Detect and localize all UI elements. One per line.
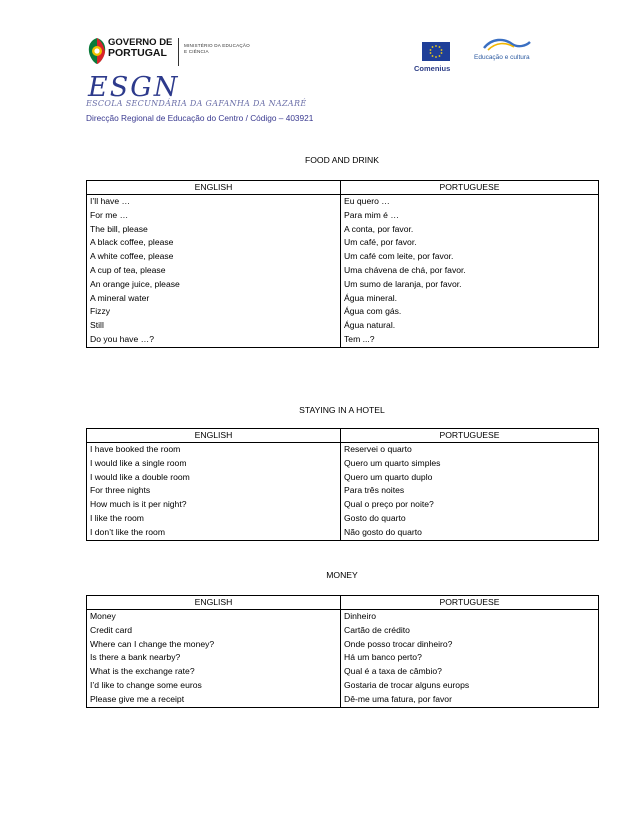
english-phrase: Credit card [90, 624, 133, 635]
table-row [87, 443, 599, 541]
school-header [86, 36, 326, 126]
english-phrase: Where can I change the money? [90, 638, 215, 649]
section-title-hotel: STAYING IN A HOTEL [299, 405, 385, 415]
table-row [87, 610, 599, 708]
table-header-row [87, 596, 599, 610]
portuguese-phrase: Para mim é … [344, 209, 399, 220]
english-phrase: Money [90, 611, 116, 621]
school-logo: ESGN [88, 72, 180, 103]
portuguese-phrase: Água mineral. [344, 292, 398, 303]
portuguese-phrase: Água com gás. [344, 306, 402, 317]
education-culture-logo-icon [482, 36, 532, 52]
money-table [86, 595, 599, 708]
portuguese-phrase: Tem ...? [344, 333, 375, 344]
english-phrase: I would like a single room [90, 457, 187, 468]
english-phrase: A black coffee, please [90, 237, 174, 248]
english-phrases-cell [87, 443, 341, 541]
portuguese-phrase: Dê-me uma fatura, por favor [344, 693, 452, 704]
english-phrase: I would like a double room [90, 471, 190, 482]
eu-logos [414, 36, 554, 86]
english-phrase: Do you have …? [90, 333, 155, 344]
english-phrase: A cup of tea, please [90, 264, 166, 275]
portuguese-phrase: Há um banco perto? [344, 652, 422, 663]
column-header-english: ENGLISH [87, 596, 341, 610]
comenius-label: Comenius [414, 64, 451, 73]
english-phrase: What is the exchange rate? [90, 666, 195, 677]
portugal-emblem-icon [86, 36, 108, 66]
portuguese-phrases-cell [341, 610, 599, 708]
english-phrase: I like the room [90, 512, 144, 523]
english-phrase: For three nights [90, 485, 151, 496]
portuguese-phrase: Onde posso trocar dinheiro? [344, 638, 453, 649]
portuguese-phrase: Água natural. [344, 320, 396, 331]
portuguese-phrase: Uma chávena de chá, por favor. [344, 264, 466, 275]
column-header-english: ENGLISH [87, 429, 341, 443]
portuguese-phrases-cell [341, 195, 599, 348]
portuguese-phrase: Gostaria de trocar alguns europs [344, 679, 470, 690]
ministry-text [184, 43, 250, 55]
english-phrases-cell [87, 610, 341, 708]
eu-flag-icon [422, 42, 450, 61]
column-header-portuguese: PORTUGUESE [341, 596, 599, 610]
gov-line2: PORTUGAL [108, 47, 167, 59]
portuguese-phrase: Um café com leite, por favor. [344, 251, 454, 262]
school-name: ESCOLA SECUNDÁRIA DA GAFANHA DA NAZARÉ [86, 99, 307, 108]
portuguese-phrase: Gosto do quarto [344, 512, 406, 523]
english-phrase: Is there a bank nearby? [90, 652, 181, 663]
table-row [87, 195, 599, 348]
portuguese-phrase: Reservei o quarto [344, 444, 412, 454]
portuguese-phrase: Um sumo de laranja, por favor. [344, 278, 462, 289]
logo-divider [178, 38, 179, 66]
table-header-row [87, 181, 599, 195]
food-drink-table [86, 180, 599, 348]
ministry-line2: E CIÊNCIA [184, 49, 209, 54]
english-phrase: The bill, please [90, 223, 148, 234]
english-phrase: I’d like to change some euros [90, 679, 202, 690]
portuguese-phrase: Qual é a taxa de câmbio? [344, 666, 442, 677]
english-phrase: Please give me a receipt [90, 693, 185, 704]
portuguese-phrase: A conta, por favor. [344, 223, 414, 234]
english-phrase: I’ll have … [90, 196, 131, 206]
portuguese-phrase: Dinheiro [344, 611, 377, 621]
column-header-portuguese: PORTUGUESE [341, 181, 599, 195]
english-phrase: A mineral water [90, 292, 150, 303]
section-title-money: MONEY [326, 570, 358, 580]
regional-directorate: Direcção Regional de Educação do Centro / Código – 403921 [86, 113, 314, 123]
portuguese-phrase: Para três noites [344, 485, 405, 496]
table-header-row [87, 429, 599, 443]
gov-line1: GOVERNO DE [108, 37, 173, 48]
hotel-table [86, 428, 599, 541]
english-phrase: A white coffee, please [90, 251, 174, 262]
ministry-line1: MINISTÉRIO DA EDUCAÇÃO [184, 43, 250, 48]
english-phrase: I have booked the room [90, 444, 181, 454]
portuguese-phrase: Não gosto do quarto [344, 526, 422, 537]
portuguese-phrases-cell [341, 443, 599, 541]
column-header-english: ENGLISH [87, 181, 341, 195]
portuguese-phrase: Um café, por favor. [344, 237, 417, 248]
english-phrase: Fizzy [90, 306, 111, 317]
portuguese-phrase: Quero um quarto duplo [344, 471, 433, 482]
column-header-portuguese: PORTUGUESE [341, 429, 599, 443]
english-phrase: How much is it per night? [90, 499, 187, 510]
portuguese-phrase: Cartão de crédito [344, 624, 410, 635]
english-phrase: For me … [90, 209, 129, 220]
portuguese-phrase: Quero um quarto simples [344, 457, 441, 468]
section-title-food: FOOD AND DRINK [304, 155, 379, 165]
government-logo-text [108, 38, 172, 58]
english-phrases-cell [87, 195, 341, 348]
portuguese-phrase: Qual o preço por noite? [344, 499, 434, 510]
english-phrase: Still [90, 320, 104, 331]
english-phrase: I don’t like the room [90, 526, 165, 537]
english-phrase: An orange juice, please [90, 278, 180, 289]
education-culture-label: Educação e cultura [474, 54, 530, 61]
portuguese-phrase: Eu quero … [344, 196, 390, 206]
